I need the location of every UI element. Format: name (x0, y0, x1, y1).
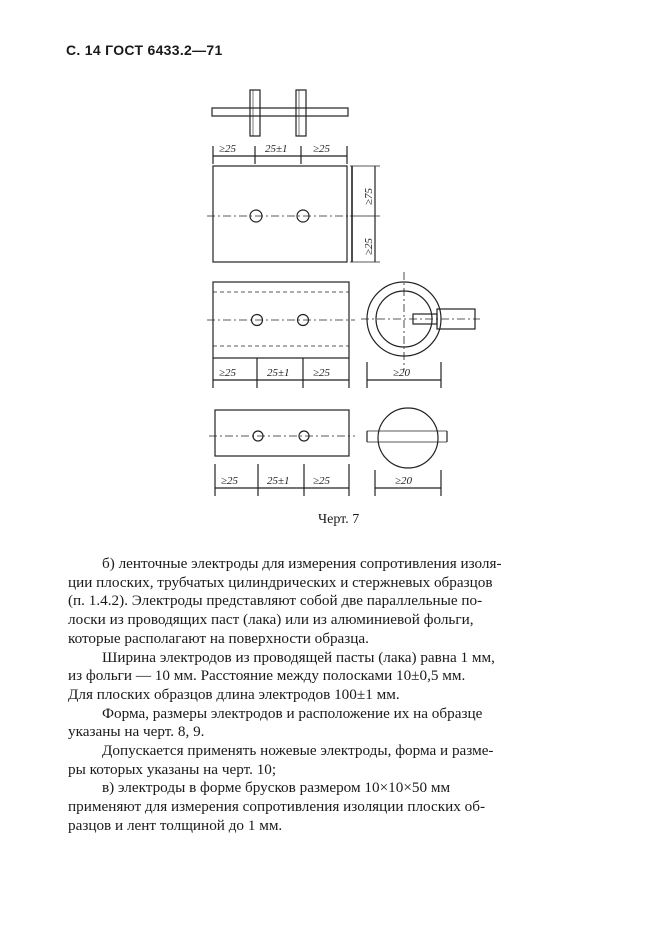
page-header: С. 14 ГОСТ 6433.2—71 (66, 42, 223, 58)
dim-label: ≥25 (219, 367, 237, 379)
front-view-plate-2 (213, 282, 349, 358)
figure-caption: Черт. 7 (318, 512, 360, 527)
text-line: из фольги — 10 мм. Расстояние между полосками 10±0,5 мм. (68, 667, 466, 685)
dim-label: ≥20 (393, 367, 411, 379)
text-line: б) ленточные электроды для измерения сопротивления изоля- (102, 555, 502, 572)
text-line: (п. 1.4.2). Электроды представляют собой две параллельные по- (68, 592, 483, 610)
dim-label: 25±1 (267, 475, 290, 487)
front-view-plate-3 (215, 410, 349, 456)
text-line: Форма, размеры электродов и расположение их на образце (102, 704, 483, 722)
dim-label: ≥75 (363, 187, 375, 205)
text-line: Для плоских образцов длина электродов 100±1 мм. (68, 685, 400, 703)
dim-label: ≥25 (313, 143, 331, 155)
text-line: Допускается применять ножевые электроды, форма и разме- (102, 742, 494, 760)
ring-electrode-view (361, 272, 480, 388)
dim-label: ≥25 (221, 475, 239, 487)
dim-label: ≥25 (313, 475, 331, 487)
side-view-top (212, 90, 348, 136)
text-line: ции плоских, трубчатых цилиндрических и стержневых образцов (68, 573, 493, 591)
front-view-plate-1 (213, 166, 347, 262)
body-text (68, 555, 608, 836)
dim-label: ≥25 (363, 237, 375, 255)
text-line: в) электроды в форме брусков размером 10×10×50 мм (102, 779, 451, 797)
text-line: лоски из проводящих паст (лака) или из алюминиевой фольги, (68, 611, 474, 629)
text-line: применяют для измерения сопротивления изоляции плоских об- (68, 798, 486, 816)
text-line: указаны на черт. 8, 9. (68, 723, 205, 741)
dim-label: ≥25 (313, 367, 331, 379)
text-line: ры которых указаны на черт. 10; (68, 760, 277, 778)
dim-label: 25±1 (265, 143, 288, 155)
dim-label: 25±1 (267, 367, 290, 379)
technical-drawing (195, 80, 485, 505)
text-line: которые располагают на поверхности образца. (68, 629, 369, 647)
dim-label: ≥25 (219, 143, 237, 155)
text-line: разцов и лент толщиной до 1 мм. (68, 816, 283, 834)
dim-label: ≥20 (395, 475, 413, 487)
text-line: Ширина электродов из проводящей пасты (лака) равна 1 мм, (102, 648, 495, 666)
